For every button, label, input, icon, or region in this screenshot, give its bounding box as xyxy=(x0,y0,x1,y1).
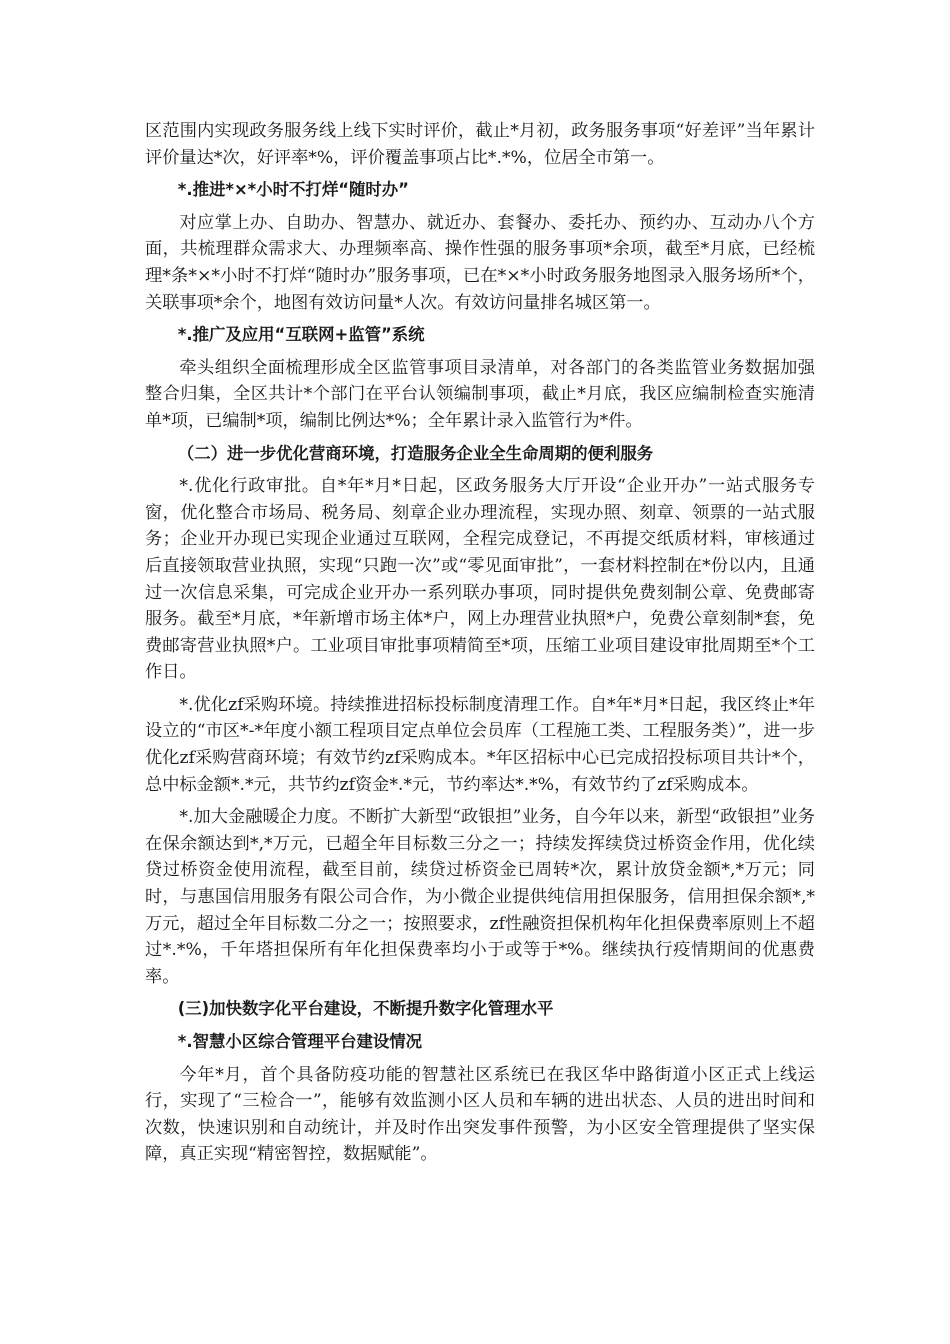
paragraph-smart-community: 今年*月，首个具备防疫功能的智慧社区系统已在我区华中路街道小区正式上线运行，实现了“三检合一”，能够有效监测小区人员和车辆的进出状态、人员的进出时间和次数，快速识别和自动统计，并及时作出突发事件预警，为小区安全管理提供了坚实保障，真正实现“精密智控，数据赋能”。 xyxy=(145,1064,815,1165)
document-page xyxy=(145,118,815,1174)
paragraph-procurement: *.优化zf采购环境。持续推进招标投标制度清理工作。自*年*月*日起，我区终止*年设立的“市区*-*年度小额工程项目定点单位会员库（工程施工类、工程服务类）”，进一步优化zf采购营商环境；有效节约zf采购成本。*年区招标中心已完成招投标项目共计*个，总中标金额*.*元，共节约zf资金*.*元，节约率达*.*%，有效节约了zf采购成本。 xyxy=(145,694,815,795)
section-heading-digital-platform: (三)加快数字化平台建设，不断提升数字化管理水平 xyxy=(177,999,554,1019)
paragraph-evaluation: 区范围内实现政务服务线上线下实时评价，截止*月初，政务服务事项“好差评”当年累计评价量达*次，好评率*%，评价覆盖事项占比*.*%，位居全市第一。 xyxy=(145,121,815,168)
paragraph-finance: *.加大金融暖企力度。不断扩大新型“政银担”业务，自今年以来，新型“政银担”业务在保余额达到*,*万元，已超全年目标数三分之一；持续发挥续贷过桥资金作用，优化续贷过桥资金使用流程，截至目前，续贷过桥资金已周转*次，累计放贷金额*,*万元；同时，与惠国信用服务有限公司合作，为小微企业提供纯信用担保服务，信用担保余额*,*万元，超过全年目标数二分之一；按照要求，zf性融资担保机构年化担保费率原则上不超过*.*%，千年塔担保所有年化担保费率均小于或等于*%。继续执行疫情期间的优惠费率。 xyxy=(145,807,815,987)
heading-anytime-service: *.推进*×*小时不打烊“随时办” xyxy=(177,180,409,200)
heading-smart-community: *.智慧小区综合管理平台建设情况 xyxy=(177,1032,423,1051)
section-heading-business-environment: （二）进一步优化营商环境，打造服务企业全生命周期的便利服务 xyxy=(177,443,654,463)
paragraph-internet-supervision: 牵头组织全面梳理形成全区监管事项目录清单，对各部门的各类监管业务数据加强整合归集，全区共计*个部门在平台认领编制事项，截止*月底，我区应编制检查实施清单*项，已编制*项，编制比例达*%；全年累计录入监管行为*件。 xyxy=(145,357,815,431)
paragraph-administrative-approval: *.优化行政审批。自*年*月*日起，区政务服务大厅开设“企业开办”一站式服务专窗，优化整合市场局、税务局、刻章企业办理流程，实现办照、刻章、领票的一站式服务；企业开办现已实现企业通过互联网，全程完成登记，不再提交纸质材料，审核通过后直接领取营业执照，实现“只跑一次”或“零见面审批”，一套材料控制在*份以内，且通过一次信息采集，可完成企业开办一系列联办事项，同时提供免费刻制公章、免费邮寄服务。截至*月底，*年新增市场主体*户，网上办理营业执照*户，免费公章刻制*套，免费邮寄营业执照*户。工业项目审批事项精简至*项，压缩工业项目建设审批周期至*个工作日。 xyxy=(145,476,815,683)
heading-internet-supervision: *.推广及应用“互联网+监管”系统 xyxy=(177,325,425,345)
paragraph-anytime-service: 对应掌上办、自助办、智慧办、就近办、套餐办、委托办、预约办、互动办八个方面，共梳理群众需求大、办理频率高、操作性强的服务事项*余项，截至*月底，已经梳理*条*×*小时不打烊“随时办”服务事项，已在*×*小时政务服务地图录入服务场所*个，关联事项*余个，地图有效访问量*人次。有效访问量排名城区第一。 xyxy=(145,212,815,313)
